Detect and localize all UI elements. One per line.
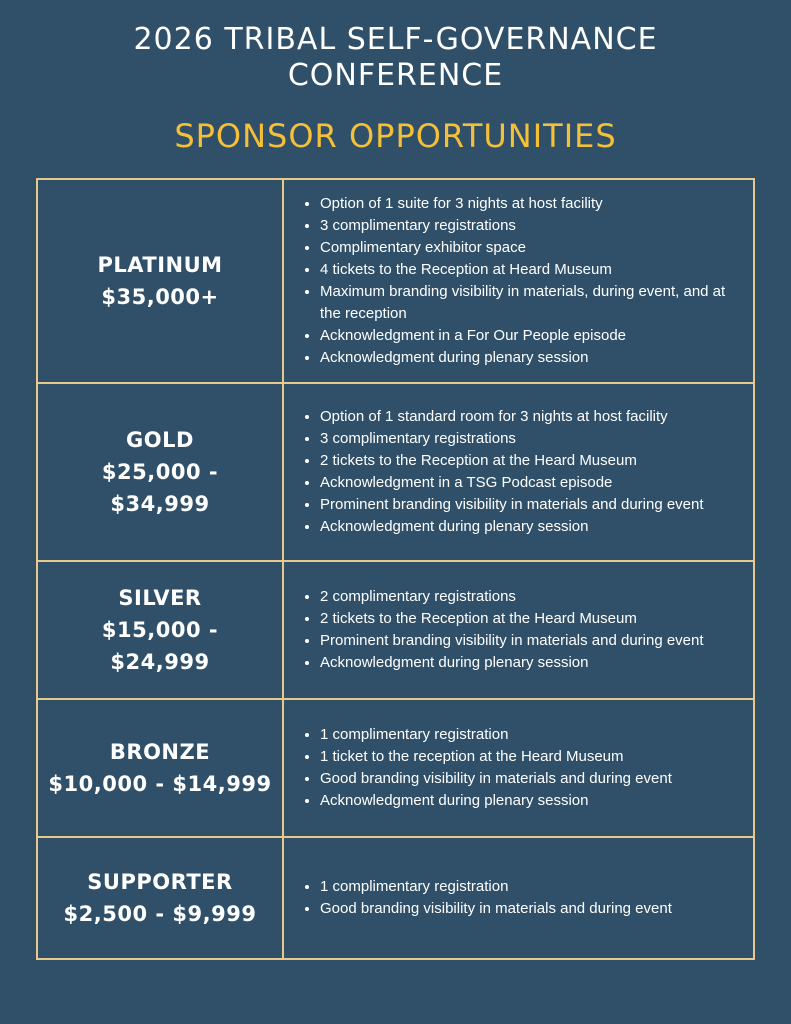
tier-benefits-cell bbox=[283, 837, 754, 959]
tier-name: SUPPORTER bbox=[87, 870, 233, 894]
tier-name: GOLD bbox=[126, 428, 194, 452]
conference-title bbox=[0, 22, 791, 94]
conference-title-line2: CONFERENCE bbox=[287, 58, 504, 93]
benefit-item: • Acknowledgment during plenary session bbox=[320, 347, 745, 369]
tier-label-cell bbox=[37, 383, 283, 561]
tier-price: $2,500 - $9,999 bbox=[63, 902, 257, 926]
benefit-item: • Acknowledgment in a TSG Podcast episode bbox=[320, 472, 745, 494]
tier-name: SILVER bbox=[118, 586, 202, 610]
tier-label-cell bbox=[37, 837, 283, 959]
tier-label-cell bbox=[37, 179, 283, 383]
benefit-item: • Acknowledgment during plenary session bbox=[320, 652, 745, 674]
benefit-item: • 1 ticket to the reception at the Heard Museum bbox=[320, 746, 745, 768]
tier-row-bronze bbox=[37, 699, 754, 837]
benefit-item: • 4 tickets to the Reception at Heard Museum bbox=[320, 259, 745, 281]
benefit-item: • 1 complimentary registration bbox=[320, 876, 745, 898]
benefit-item: • Good branding visibility in materials and during event bbox=[320, 898, 745, 920]
tier-price: $35,000+ bbox=[101, 285, 219, 309]
tier-price: $15,000 - $24,999 bbox=[101, 618, 219, 674]
benefit-item: • Prominent branding visibility in materials and during event bbox=[320, 630, 745, 652]
tier-benefits-cell bbox=[283, 699, 754, 837]
tier-benefits-cell bbox=[283, 561, 754, 699]
tier-label-cell bbox=[37, 561, 283, 699]
benefit-item: • Good branding visibility in materials and during event bbox=[320, 768, 745, 790]
benefit-item: • Maximum branding visibility in materials, during event, and at the reception bbox=[320, 281, 745, 325]
conference-title-line1: 2026 TRIBAL SELF-GOVERNANCE bbox=[133, 22, 658, 57]
benefit-item: • 3 complimentary registrations bbox=[320, 428, 745, 450]
benefit-item: • 2 tickets to the Reception at the Heard Museum bbox=[320, 450, 745, 472]
tier-row-supporter bbox=[37, 837, 754, 959]
benefits-list bbox=[284, 193, 753, 369]
tier-benefits-cell bbox=[283, 383, 754, 561]
benefit-item: • Option of 1 standard room for 3 nights at host facility bbox=[320, 406, 745, 428]
tier-name: PLATINUM bbox=[97, 253, 223, 277]
benefit-item: • 2 tickets to the Reception at the Heard Museum bbox=[320, 608, 745, 630]
benefit-item: • Acknowledgment in a For Our People episode bbox=[320, 325, 745, 347]
benefit-item: • Prominent branding visibility in materials and during event bbox=[320, 494, 745, 516]
tier-name: BRONZE bbox=[109, 740, 211, 764]
benefits-list bbox=[284, 724, 753, 812]
tier-row-platinum bbox=[37, 179, 754, 383]
benefits-list bbox=[284, 876, 753, 920]
benefit-item: • 3 complimentary registrations bbox=[320, 215, 745, 237]
tier-price: $25,000 - $34,999 bbox=[101, 460, 219, 516]
benefits-list bbox=[284, 586, 753, 674]
tier-benefits-cell bbox=[283, 179, 754, 383]
tier-price: $10,000 - $14,999 bbox=[48, 772, 272, 796]
benefit-item: • 1 complimentary registration bbox=[320, 724, 745, 746]
benefits-list bbox=[284, 406, 753, 538]
sponsor-opportunities-heading: SPONSOR OPPORTUNITIES bbox=[174, 117, 617, 155]
tier-row-gold bbox=[37, 383, 754, 561]
tier-label-cell bbox=[37, 699, 283, 837]
tier-row-silver bbox=[37, 561, 754, 699]
benefit-item: • Acknowledgment during plenary session bbox=[320, 516, 745, 538]
sponsor-tiers-table bbox=[36, 178, 755, 960]
benefit-item: • Acknowledgment during plenary session bbox=[320, 790, 745, 812]
benefit-item: • Option of 1 suite for 3 nights at host facility bbox=[320, 193, 745, 215]
benefit-item: • 2 complimentary registrations bbox=[320, 586, 745, 608]
benefit-item: • Complimentary exhibitor space bbox=[320, 237, 745, 259]
